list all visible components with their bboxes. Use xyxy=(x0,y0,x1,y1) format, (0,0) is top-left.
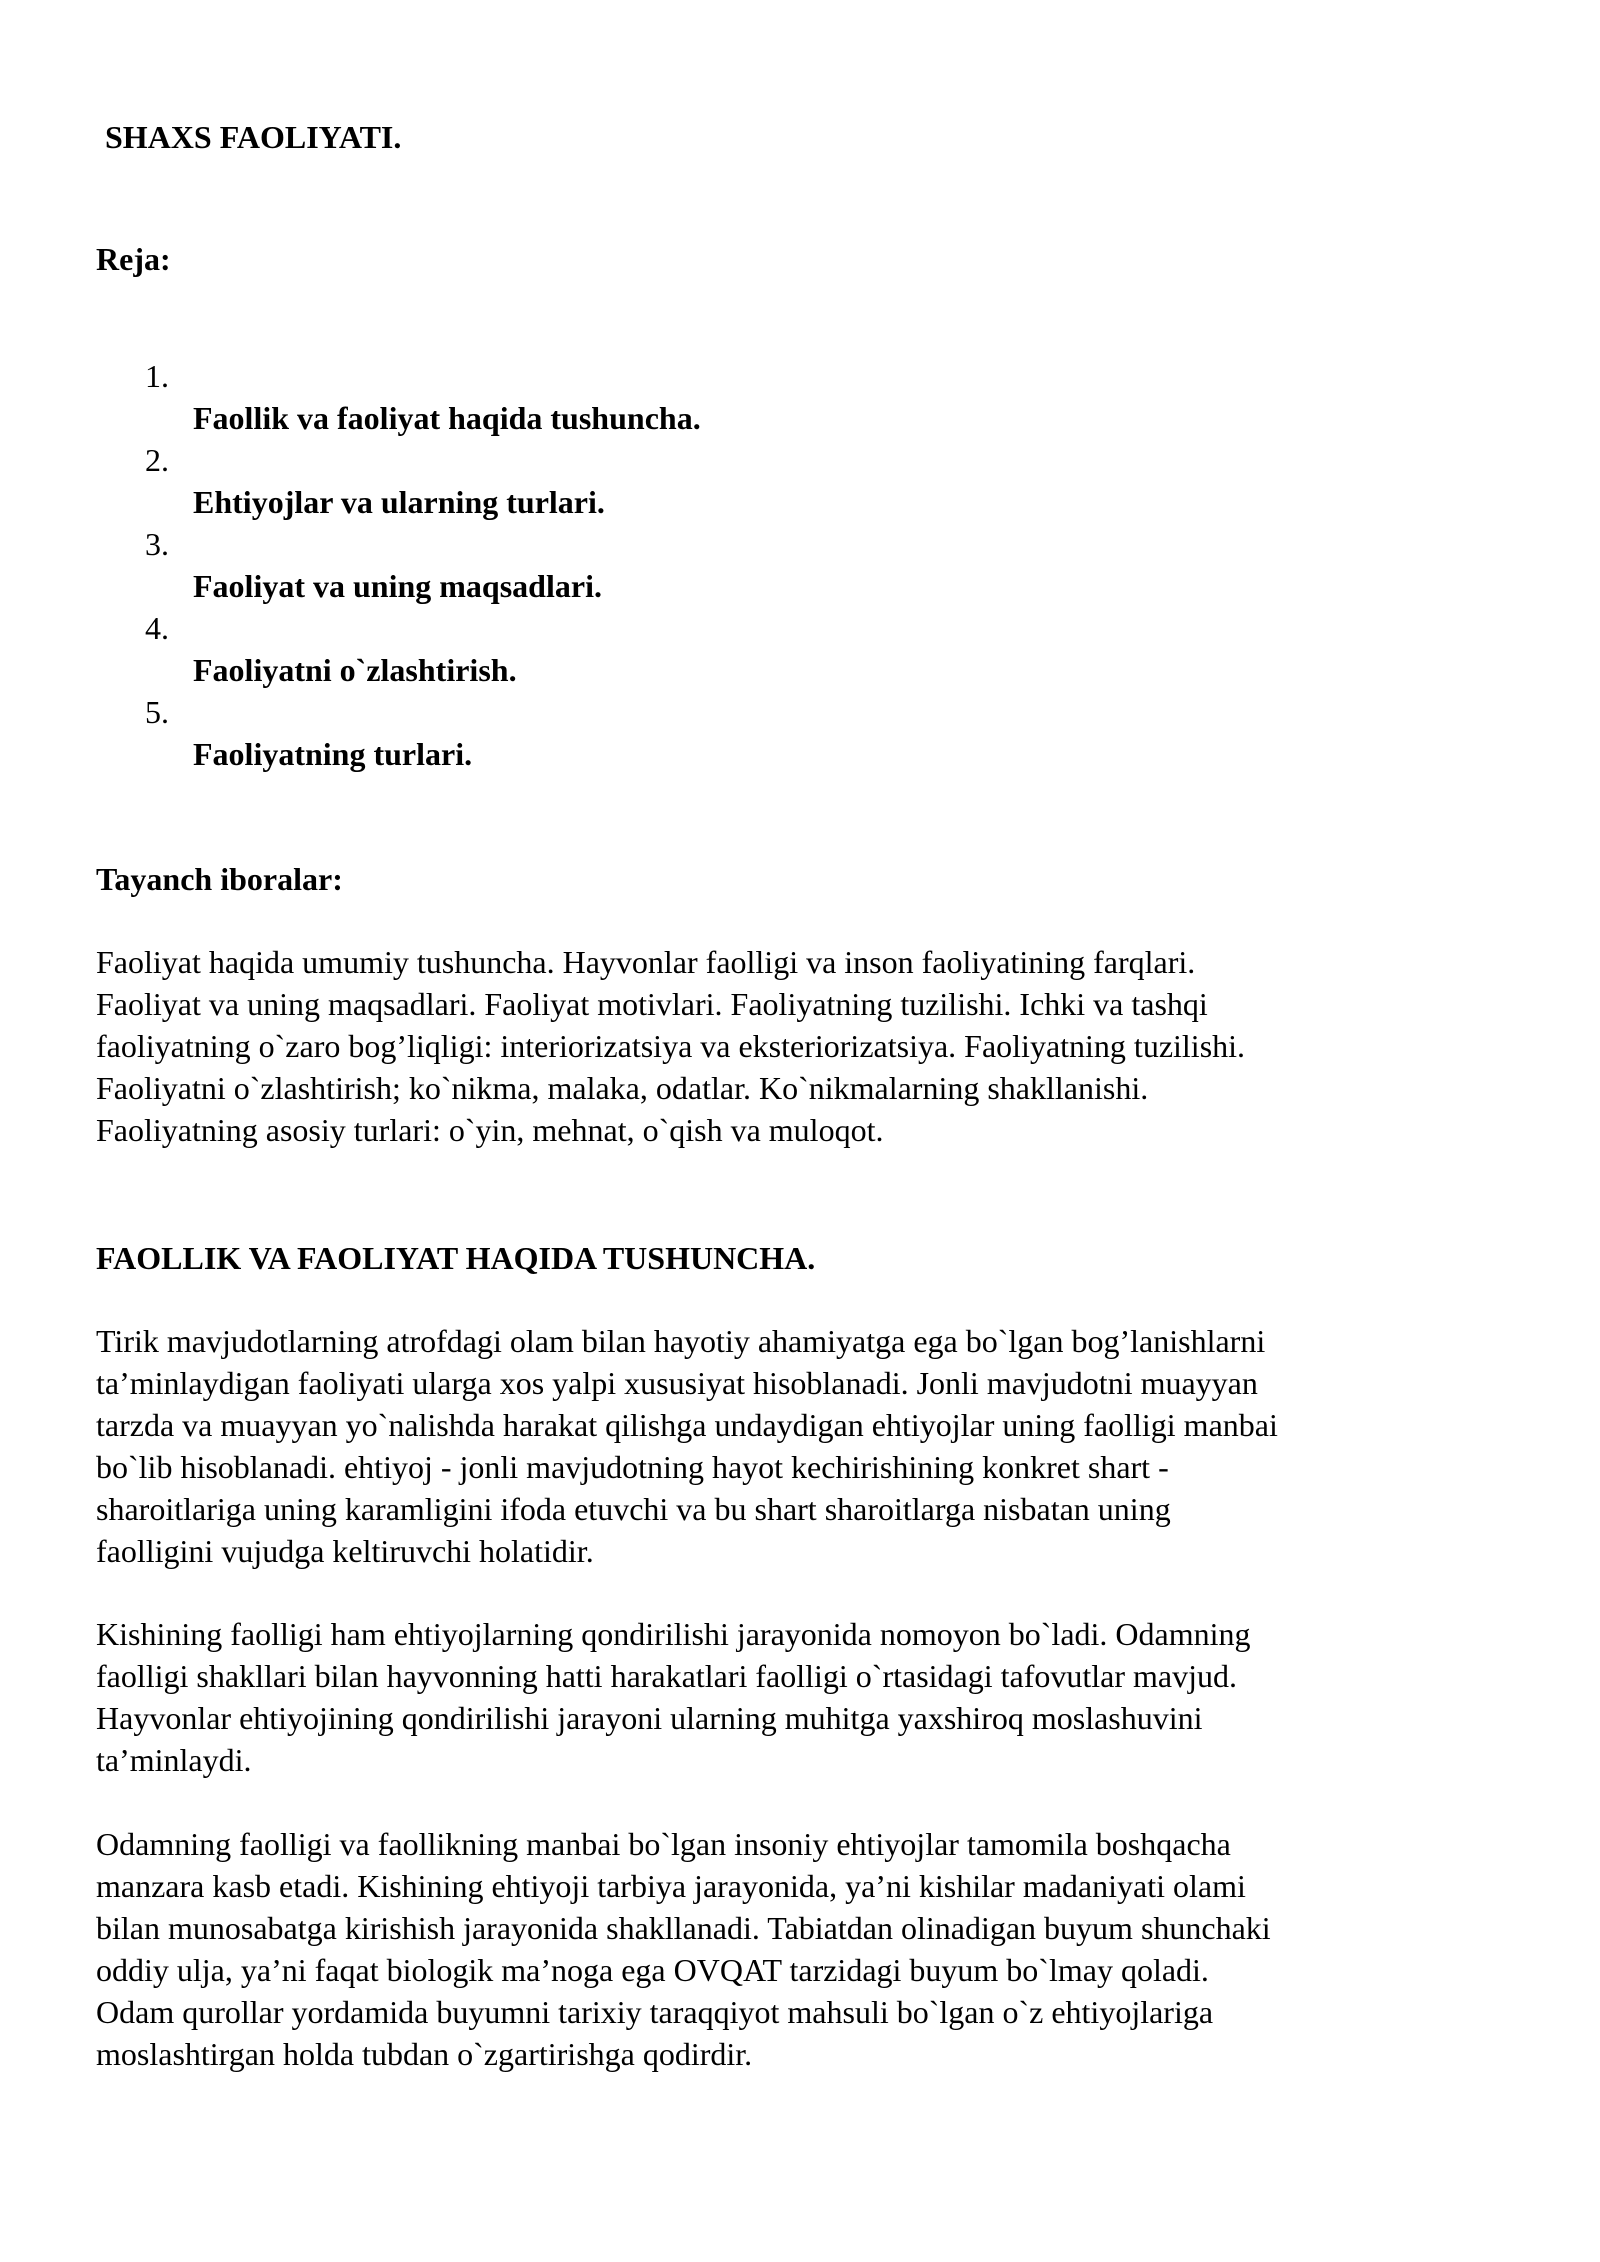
plan-item-text: Faollik va faoliyat haqida tushuncha. xyxy=(193,400,701,436)
plan-item-number: 4. xyxy=(145,610,169,646)
text-line: Faoliyat haqida umumiy tushuncha. Hayvonlar faolligi va inson faoliyatining farqlari. xyxy=(96,944,1196,980)
plan-heading: Reja: xyxy=(96,241,171,277)
text-line: ta’minlaydigan faoliyati ularga xos yalpi xususiyat hisoblanadi. Jonli mavjudotni muayyan xyxy=(96,1365,1258,1401)
document-title: SHAXS FAOLIYATI. xyxy=(105,119,402,155)
text-line: bo`lib hisoblanadi. ehtiyoj - jonli mavjudotning hayot kechirishining konkret shart - xyxy=(96,1449,1169,1485)
plan-item-text: Faoliyatning turlari. xyxy=(193,736,473,772)
keywords-heading: Tayanch iboralar: xyxy=(96,861,343,897)
body-paragraph xyxy=(96,1320,1516,1572)
text-line: faolligi shakllari bilan hayvonning hatti harakatlari faolligi o`rtasidagi tafovutlar mavjud. xyxy=(96,1658,1237,1694)
text-line: Odam qurollar yordamida buyumni tarixiy taraqqiyot mahsuli bo`lgan o`z ehtiyojlariga xyxy=(96,1994,1214,2030)
text-line: sharoitlariga uning karamligini ifoda etuvchi va bu shart sharoitlarga nisbatan uning xyxy=(96,1491,1171,1527)
plan-item-number: 3. xyxy=(145,526,169,562)
section-heading: FAOLLIK VA FAOLIYAT HAQIDA TUSHUNCHA. xyxy=(96,1240,816,1276)
body-paragraph xyxy=(96,1613,1516,1781)
text-line: manzara kasb etadi. Kishining ehtiyoji tarbiya jarayonida, ya’ni kishilar madaniyati olami xyxy=(96,1868,1246,1904)
text-line: Tirik mavjudotlarning atrofdagi olam bilan hayotiy ahamiyatga ega bo`lgan bog’lanishlarni xyxy=(96,1323,1266,1359)
text-line: faoliyatning o`zaro bog’liqligi: interiorizatsiya va eksteriorizatsiya. Faoliyatning tuzilishi. xyxy=(96,1028,1246,1064)
text-line: faolligini vujudga keltiruvchi holatidir. xyxy=(96,1533,594,1569)
text-line: ta’minlaydi. xyxy=(96,1742,252,1778)
plan-item-number: 2. xyxy=(145,442,169,478)
text-line: Faoliyatning asosiy turlari: o`yin, mehnat, o`qish va muloqot. xyxy=(96,1112,884,1148)
text-line: moslashtirgan holda tubdan o`zgartirishga qodirdir. xyxy=(96,2036,753,2072)
plan-item-number: 1. xyxy=(145,358,169,394)
plan-item-number: 5. xyxy=(145,694,169,730)
plan-item-text: Faoliyatni o`zlashtirish. xyxy=(193,652,517,688)
text-line: Hayvonlar ehtiyojining qondirilishi jarayoni ularning muhitga yaxshiroq moslashuvini xyxy=(96,1700,1203,1736)
text-line: Odamning faolligi va faollikning manbai bo`lgan insoniy ehtiyojlar tamomila boshqacha xyxy=(96,1826,1231,1862)
plan-item-text: Ehtiyojlar va ularning turlari. xyxy=(193,484,605,520)
plan-item-text: Faoliyat va uning maqsadlari. xyxy=(193,568,602,604)
body-paragraph xyxy=(96,1823,1516,2075)
text-line: Kishining faolligi ham ehtiyojlarning qondirilishi jarayonida nomoyon bo`ladi. Odamning xyxy=(96,1616,1251,1652)
text-line: Faoliyatni o`zlashtirish; ko`nikma, malaka, odatlar. Ko`nikmalarning shakllanishi. xyxy=(96,1070,1149,1106)
text-line: tarzda va muayyan yo`nalishda harakat qilishga undaydigan ehtiyojlar uning faolligi manbai xyxy=(96,1407,1278,1443)
text-line: Faoliyat va uning maqsadlari. Faoliyat motivlari. Faoliyatning tuzilishi. Ichki va tashqi xyxy=(96,986,1208,1022)
keywords-paragraph xyxy=(96,941,1516,1151)
text-line: oddiy ulja, ya’ni faqat biologik ma’noga ega OVQAT tarzidagi buyum bo`lmay qoladi. xyxy=(96,1952,1209,1988)
text-line: bilan munosabatga kirishish jarayonida shakllanadi. Tabiatdan olinadigan buyum shunchaki xyxy=(96,1910,1271,1946)
